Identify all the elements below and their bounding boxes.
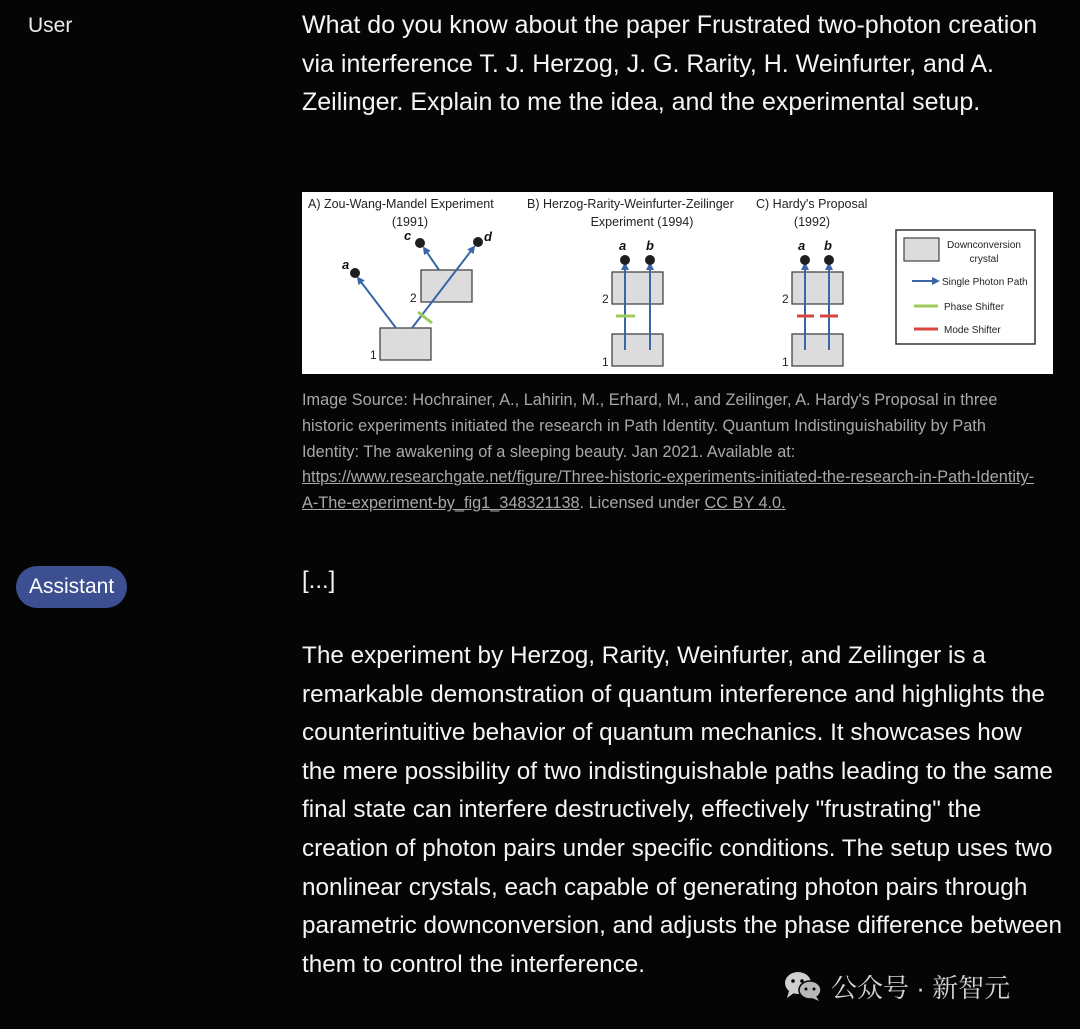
panel-c-label-a: a bbox=[798, 238, 806, 253]
legend-crystal-label-2: crystal bbox=[969, 254, 999, 265]
panel-b-crystal-1 bbox=[612, 334, 663, 366]
panel-a-title: A) Zou-Wang-Mandel Experiment bbox=[308, 197, 494, 211]
legend-crystal-label-1: Downconversion bbox=[947, 240, 1021, 251]
panel-c-crystal-1 bbox=[792, 334, 843, 366]
panel-c-crystal-1-label: 1 bbox=[782, 355, 789, 369]
assistant-ellipsis: [...] bbox=[302, 567, 336, 594]
source-prefix: Image Source: Hochrainer, A., Lahirin, M., Erhard, M., and Zeilinger, A. Hardy's Proposal in three historic experiments initiated the research in Path Identity. Quantum Indistinguishability by Path Identity: The awakening of a sleeping beauty. Jan 2021. Available at: bbox=[302, 391, 998, 461]
assistant-role-badge: Assistant bbox=[16, 566, 127, 608]
panel-b-crystal-2-label: 2 bbox=[602, 292, 609, 306]
panel-b-label-a: a bbox=[619, 238, 627, 253]
panel-c-title: C) Hardy's Proposal bbox=[756, 197, 868, 211]
user-role-label: User bbox=[28, 14, 73, 37]
panel-c-detector-b bbox=[824, 255, 834, 265]
panel-c-detector-a bbox=[800, 255, 810, 265]
legend-path-label: Single Photon Path bbox=[942, 277, 1028, 288]
wechat-icon bbox=[783, 970, 823, 1002]
panel-c-crystal-2 bbox=[792, 272, 843, 304]
panel-b-crystal-2 bbox=[612, 272, 663, 304]
experiment-figure bbox=[302, 192, 1053, 374]
panel-c-crystal-2-label: 2 bbox=[782, 292, 789, 306]
panel-a-crystal-2 bbox=[421, 270, 472, 302]
panel-c-year: (1992) bbox=[793, 215, 831, 229]
assistant-answer: The experiment by Herzog, Rarity, Weinfurter, and Zeilinger is a remarkable demonstration of quantum interference and highlights the counterintuitive behavior of quantum mechanics. It showcases how the mere possibility of two indistinguishable paths leading to the same final state can interfere destructively, effectively "frustrating" the creation of photon pairs under specific conditions. The setup uses two nonlinear crystals, each capable of generating photon pairs through parametric downconversion, and adjusts the phase difference between them to control the interference. bbox=[302, 642, 1062, 978]
panel-a-crystal-1-label: 1 bbox=[370, 348, 377, 362]
panel-a-label-c: c bbox=[404, 228, 412, 243]
legend-crystal-swatch bbox=[904, 238, 939, 261]
license-link[interactable]: CC BY 4.0. bbox=[704, 494, 786, 513]
legend-phase-label: Phase Shifter bbox=[944, 302, 1005, 313]
source-middle: . Licensed under bbox=[579, 494, 705, 513]
panel-a-year: (1991) bbox=[391, 215, 429, 229]
panel-c-label-b: b bbox=[824, 238, 832, 253]
watermark-text: 公众号 · 新智元 bbox=[831, 972, 1011, 1003]
panel-a-crystal-1 bbox=[380, 328, 431, 360]
panel-b-detector-b bbox=[645, 255, 655, 265]
legend-mode-label: Mode Shifter bbox=[944, 325, 1001, 336]
panel-a-detector-d bbox=[473, 237, 483, 247]
panel-b-label-b: b bbox=[646, 238, 654, 253]
panel-a-crystal-2-label: 2 bbox=[410, 291, 417, 305]
panel-a-label-a: a bbox=[342, 257, 350, 272]
panel-b-year: Experiment (1994) bbox=[590, 215, 694, 229]
panel-a-detector-c bbox=[415, 238, 425, 248]
panel-a-path-a bbox=[358, 278, 396, 328]
panel-b-title: B) Herzog-Rarity-Weinfurter-Zeilinger bbox=[527, 197, 734, 211]
watermark bbox=[783, 968, 1010, 1004]
panel-a-path-c bbox=[424, 248, 439, 270]
panel-b-crystal-1-label: 1 bbox=[602, 355, 609, 369]
source-link[interactable]: https://www.researchgate.net/figure/Three-historic-experiments-initiated-the-research-in-Path-Identity-A-The-experiment-by_fig1_348321138 bbox=[302, 468, 1035, 513]
image-source-caption bbox=[302, 388, 1047, 517]
panel-a-label-d: d bbox=[484, 229, 492, 244]
panel-a-detector-a bbox=[350, 268, 360, 278]
user-prompt: What do you know about the paper Frustrated two-photon creation via interference T. J. Herzog, J. G. Rarity, H. Weinfurter, and A. Zeilinger. Explain to me the idea, and the experimental setup. bbox=[302, 11, 1038, 117]
panel-b-detector-a bbox=[620, 255, 630, 265]
